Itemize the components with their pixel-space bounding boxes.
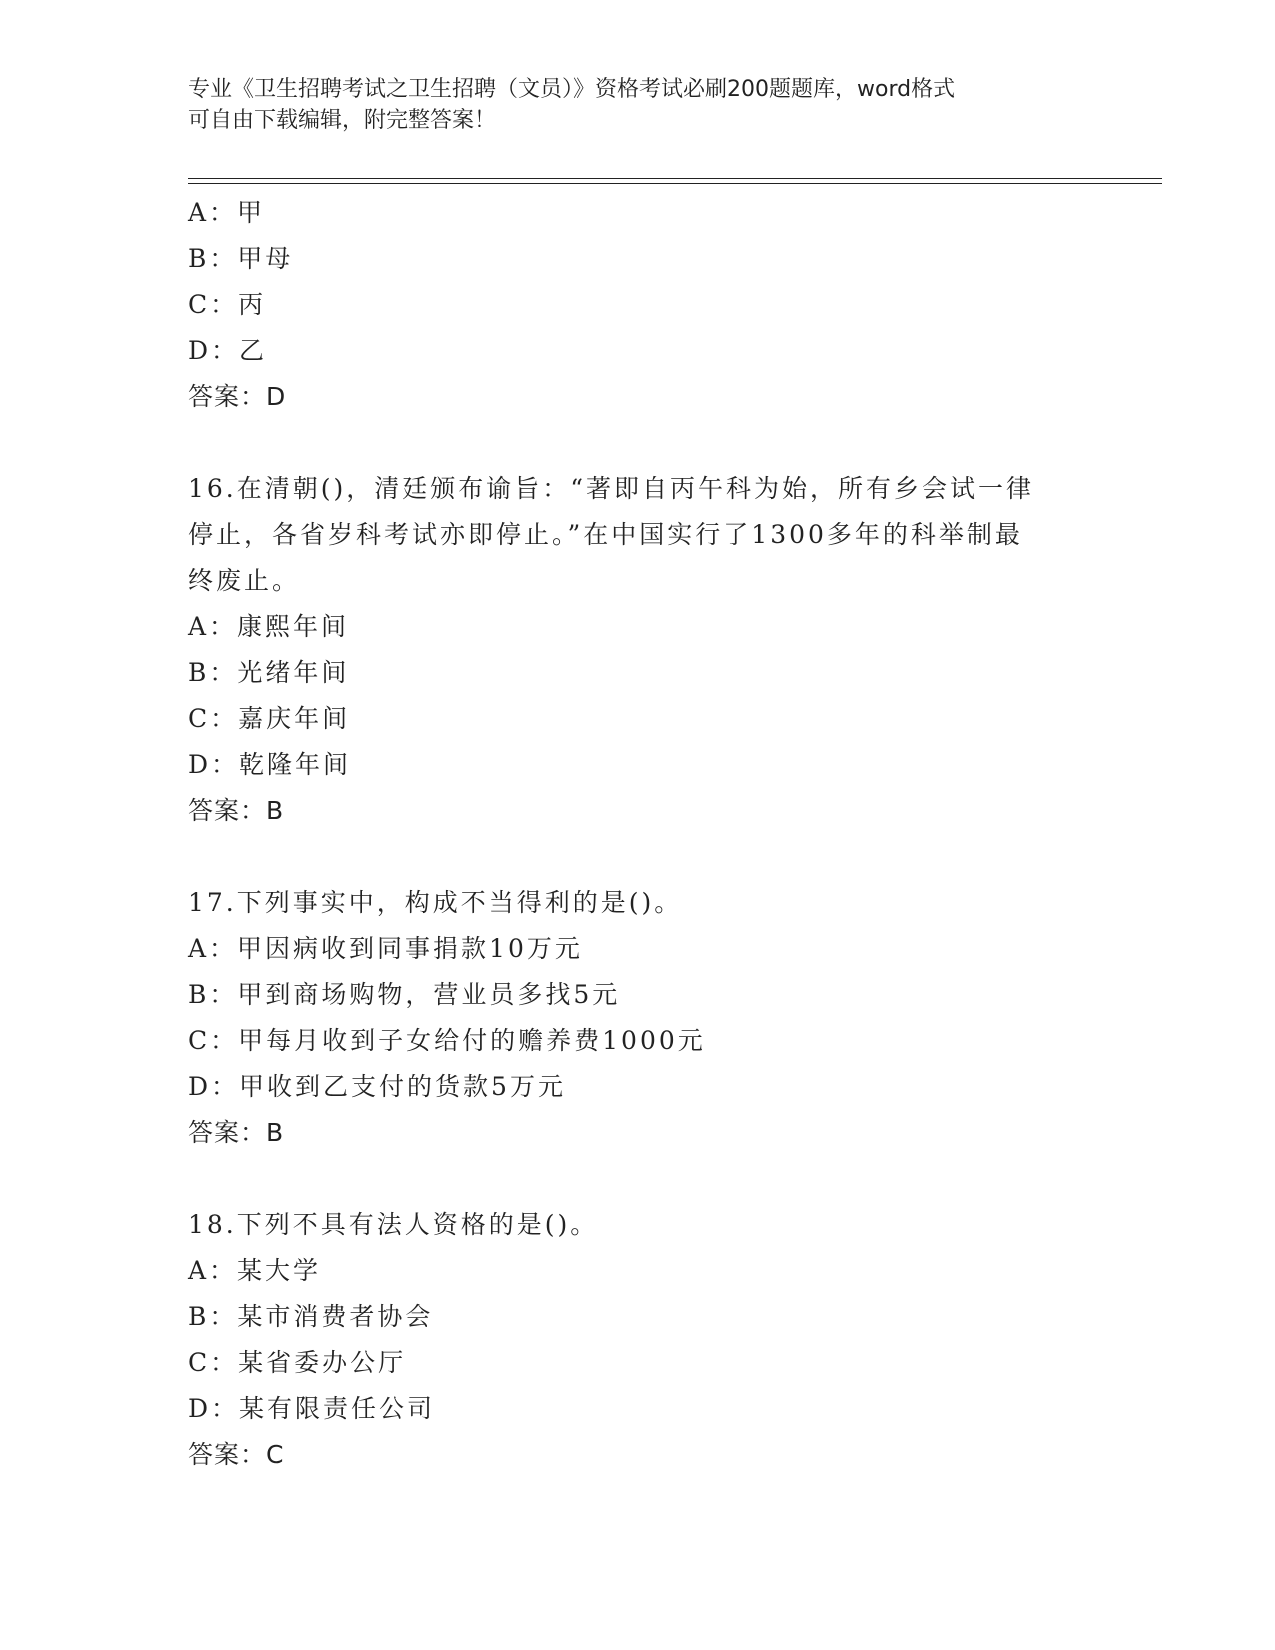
option-b: B：某市消费者协会 (188, 1302, 434, 1331)
question-block-17 (188, 880, 1088, 1156)
header-line-1: 专业《卫生招聘考试之卫生招聘（文员）》资格考试必刷200题题库，word格式 (188, 77, 956, 102)
option-d: D：乙 (188, 336, 268, 365)
question-text: 18.下列不具有法人资格的是()。 (188, 1210, 599, 1239)
option-c: C：丙 (188, 290, 267, 319)
answer-text: 答案：C (188, 1440, 285, 1469)
answer-text: 答案：B (188, 1118, 285, 1147)
answer-text: 答案：D (188, 382, 287, 411)
option-c: C：某省委办公厅 (188, 1348, 407, 1377)
option-d: D：某有限责任公司 (188, 1394, 436, 1423)
question-block-18 (188, 1202, 1088, 1478)
question-text-line: 终废止。 (188, 566, 301, 595)
question-text-line: 停止，各省岁科考试亦即停止。”在中国实行了1300多年的科举制最 (188, 520, 1023, 549)
option-c: C：甲每月收到子女给付的赡养费1000元 (188, 1026, 706, 1055)
header-divider (188, 178, 1162, 184)
question-text-line: 16.在清朝()，清廷颁布谕旨：“著即自丙午科为始，所有乡会试一律 (188, 474, 1035, 503)
header-line-2: 可自由下载编辑，附完整答案！ (188, 108, 497, 133)
spacer (188, 834, 1088, 880)
answer-text: 答案：B (188, 796, 285, 825)
question-block-15 (188, 190, 1088, 420)
question-block-16 (188, 466, 1088, 834)
option-a: A：甲因病收到同事捐款10万元 (188, 934, 583, 963)
option-a: A：某大学 (188, 1256, 322, 1285)
option-a: A：甲 (188, 198, 266, 227)
option-b: B：光绪年间 (188, 658, 350, 687)
option-b: B：甲母 (188, 244, 294, 273)
option-b: B：甲到商场购物，营业员多找5元 (188, 980, 621, 1009)
option-d: D：乾隆年间 (188, 750, 352, 779)
option-a: A：康熙年间 (188, 612, 350, 641)
spacer (188, 1156, 1088, 1202)
option-d: D：甲收到乙支付的货款5万元 (188, 1072, 566, 1101)
option-c: C：嘉庆年间 (188, 704, 351, 733)
spacer (188, 420, 1088, 466)
question-text: 17.下列事实中，构成不当得利的是()。 (188, 888, 683, 917)
question-list (188, 190, 1088, 1478)
page-header (188, 74, 1088, 136)
